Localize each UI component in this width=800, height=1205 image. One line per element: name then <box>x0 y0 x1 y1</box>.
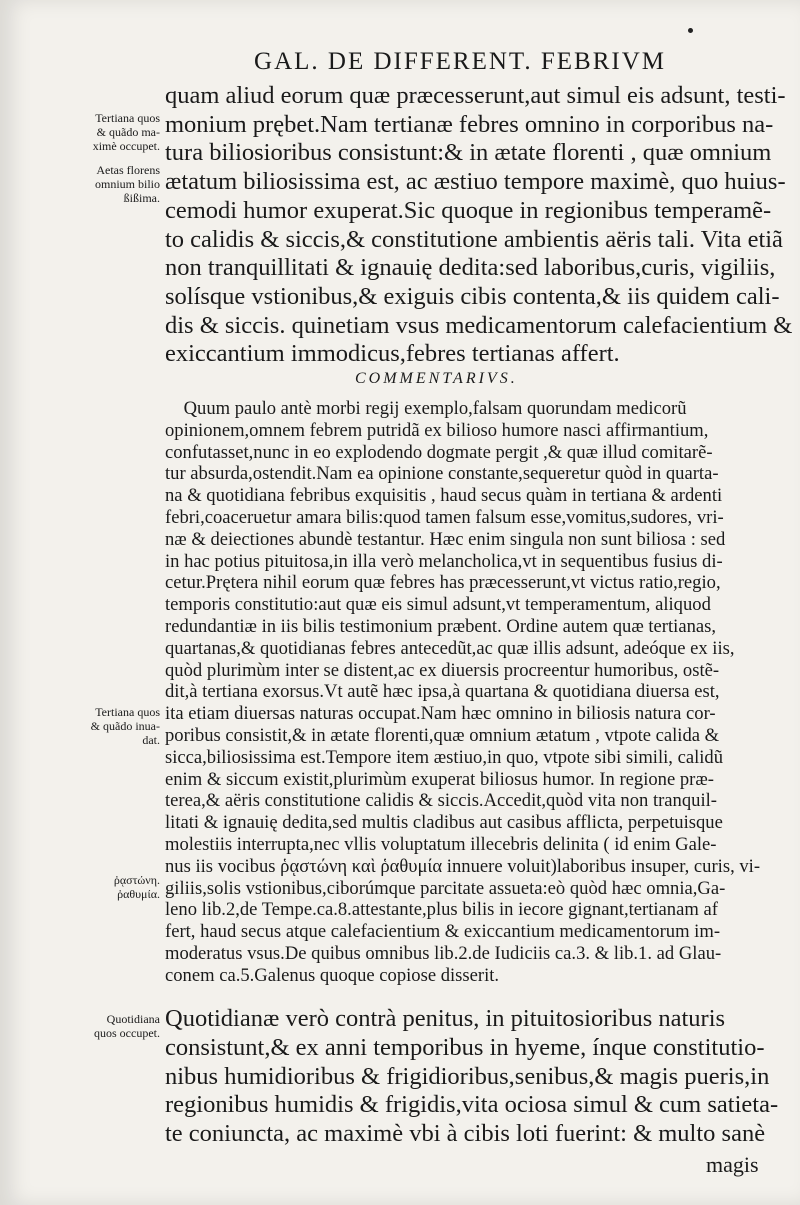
text-line: tura biliosioribus consistunt:& in ætate florenti , quæ omnium <box>165 139 772 167</box>
text-line: nibus humidioribus & frigidioribus,senibus,& magis pueris,in <box>165 1062 770 1090</box>
marginal-line: Tertiana quos <box>95 111 160 125</box>
text-line: giliis,solis vstionibus,ciborúmque parcitate assueta:eò quòd hæc omnia,Ga- <box>165 877 726 899</box>
text-line: febri,coaceruetur amara bilis:quod tamen falsum esse,vomitus,sudores, vri- <box>165 506 724 528</box>
text-line: sicca,biliosissima est.Tempore item æstiuo,in quo, vtpote sibi simili, calidũ <box>165 746 724 768</box>
text-line: to calidis & siccis,& constitutione ambientis aëris tali. Vita etiã <box>165 225 783 253</box>
text-line: tur absurda,ostendit.Nam ea opinione constante,sequeretur quòd in quarta- <box>165 463 719 485</box>
text-line: terea,& aëris constitutione calidis & siccis.Accedit,quòd vita non tranquil- <box>165 790 717 812</box>
text-line: molestiis interrupta,nec vllis voluptatum illecebris delinita ( id enim Gale- <box>165 833 717 855</box>
text-line: ita etiam diuersas naturas occupat.Nam hæc omnino in biliosis natura cor- <box>165 703 716 725</box>
text-line: dit,à tertiana exorsus.Vt autẽ hæc ipsa,à quartana & quotidiana diuersa est, <box>165 681 720 703</box>
text-line: cetur.Prętera nihil eorum quæ febres has præcesserunt,vt victus ratio,regio, <box>165 572 721 594</box>
text-line: na & quotidiana febribus exquisitis , haud secus quàm in tertiana & ardenti <box>165 485 723 507</box>
text-line: in hac potius pituitosa,in illa verò melancholica,vt in sequentibus fusius di- <box>165 550 723 572</box>
ink-dot <box>688 28 693 33</box>
marginal-line: ßißima. <box>123 191 160 205</box>
marginal-note <box>74 873 160 901</box>
marginal-note <box>74 111 160 153</box>
marginal-line: Aetas florens <box>96 163 160 177</box>
marginal-line: & quãdo ma- <box>96 125 160 139</box>
commentary-paragraph <box>165 398 760 987</box>
text-line: redundantiæ in iis bilis testimonium præbent. Ordine autem quæ tertianas, <box>165 615 717 637</box>
marginal-line: ximè occupet. <box>92 139 160 153</box>
text-line: litati & ignauię dedita,sed multis cladibus aut casibus afflicta, perpetuisque <box>165 812 723 834</box>
marginal-line: ῥᾳστώνη. <box>113 873 160 887</box>
text-line: ætatum biliosissima est, ac æstiuo tempore maximè, quo huius- <box>165 168 786 196</box>
marginal-line: Tertiana quos <box>95 705 160 719</box>
text-line: exiccantium immodicus,febres tertianas affert. <box>165 340 620 368</box>
marginal-note <box>74 705 160 747</box>
galen-text-paragraph <box>165 82 792 369</box>
text-line: temporis constitutio:aut quæ eis simul adsunt,vt temperamentum, aliquod <box>165 594 711 616</box>
text-line: solísque vstionibus,& exiguis cibis contenta,& iis quidem cali- <box>165 282 780 310</box>
text-line: poribus consistit,& in ætate florenti,quæ omnium ætatum , vtpote calida & <box>165 724 720 746</box>
text-line: Quotidianæ verò contrà penitus, in pituitosioribus naturis <box>165 1005 726 1032</box>
text-line: te coniuncta, ac maximè vbi à cibis loti fuerint: & multo sanè <box>165 1120 766 1148</box>
catchword: magis <box>706 1152 759 1177</box>
text-line: cemodi humor exuperat.Sic quoque in regionibus temperamẽ- <box>165 196 772 224</box>
text-line: Quum paulo antè morbi regij exemplo,falsam quorundam medicorũ <box>165 398 687 419</box>
text-line: quam aliud eorum quæ præcesserunt,aut simul eis adsunt, testi- <box>165 82 786 109</box>
text-line: monium prębet.Nam tertianæ febres omnino in corporibus na- <box>165 110 774 138</box>
text-line: leno lib.2,de Tempe.ca.8.attestante,plus bilis in iecore gignant,tertianam af <box>165 899 718 921</box>
running-header: GAL. DE DIFFERENT. FEBRIVM <box>254 48 666 75</box>
marginal-line: ῥαθυμία. <box>117 887 160 901</box>
text-line: consistunt,& ex anni temporibus in hyeme, ínque constitutio- <box>165 1033 765 1061</box>
commentarius-heading: COMMENTARIVS. <box>355 370 518 387</box>
marginal-note <box>74 163 160 205</box>
text-line: nus iis vocibus ῥᾳστώνη καὶ ῥαθυμία innuere voluit)laboribus insuper, curis, vi- <box>165 855 761 877</box>
marginal-line: omnium bilio <box>94 177 160 191</box>
text-line: regionibus humidis & frigidis,vita ociosa simul & cum satieta- <box>165 1091 779 1119</box>
text-line: moderatus vsus.De quibus omnibus lib.2.de Iudiciis ca.3. & lib.1. ad Glau- <box>165 942 722 964</box>
marginal-line: & quãdo inua- <box>90 719 160 733</box>
galen-text-paragraph <box>165 1005 778 1149</box>
text-line: quòd plurimùm inter se distent,ac ex diuersis procreentur humoribus, ostẽ- <box>165 659 720 681</box>
marginal-line: quos occupet. <box>94 1026 160 1040</box>
text-line: opinionem,omnem febrem putridã ex bilioso humore nasci affirmantium, <box>165 419 709 441</box>
text-line: non tranquillitati & ignauię dedita:sed laboribus,curis, vigiliis, <box>165 254 776 282</box>
text-line: fert, haud secus atque calefacientium & exiccantium medicamentorum im- <box>165 921 721 943</box>
marginal-line: dat. <box>142 733 160 747</box>
marginal-note <box>74 1012 160 1040</box>
text-line: confutasset,nunc in eo explodendo dogmate pergit ,& quæ illud comitarẽ- <box>165 441 713 463</box>
text-line: næ & deiectiones abundè testantur. Hæc enim singula non sunt biliosa : sed <box>165 528 726 550</box>
text-line: conem ca.5.Galenus quoque copiose disserit. <box>165 964 500 986</box>
text-line: enim & siccum existit,plurimùm exuperat biliosus humor. In regione præ- <box>165 768 714 790</box>
text-line: quartanas,& quotidianas febres antecedũt,ac quæ illis adsunt, adeóque ex iis, <box>165 637 735 659</box>
marginal-line: Quotidiana <box>106 1012 160 1026</box>
text-line: dis & siccis. quinetiam vsus medicamentorum calefacientium & <box>165 311 793 339</box>
